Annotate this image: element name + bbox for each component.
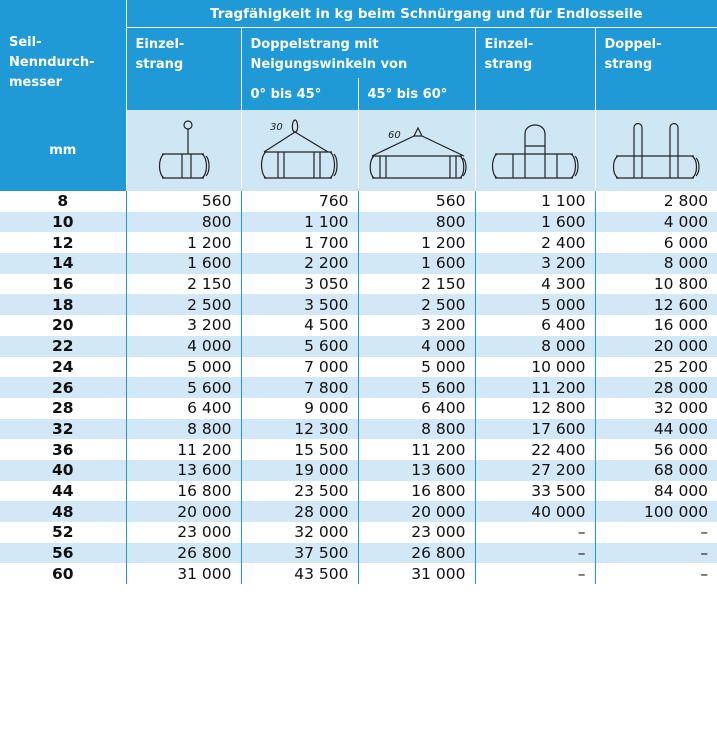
- capacity-cell: 8 000: [595, 253, 717, 274]
- capacity-cell: 17 600: [475, 419, 595, 440]
- capacity-cell: 4 300: [475, 274, 595, 295]
- capacity-cell: 37 500: [241, 543, 358, 564]
- capacity-cell: 12 800: [475, 398, 595, 419]
- table-body: [0, 191, 717, 584]
- einzelstrang-line1: Einzel-: [135, 37, 185, 52]
- capacity-cell: 4 500: [241, 315, 358, 336]
- table-row: [0, 253, 717, 274]
- icon-row: [0, 110, 717, 191]
- capacity-cell: –: [475, 543, 595, 564]
- capacity-cell: 6 400: [358, 398, 475, 419]
- capacity-cell: 800: [126, 212, 241, 233]
- table-row: [0, 377, 717, 398]
- capacity-cell: 1 200: [358, 232, 475, 253]
- doppelstrang-line1: Doppelstrang mit: [250, 37, 379, 52]
- capacity-cell: –: [595, 543, 717, 564]
- diameter-cell: 26: [0, 377, 126, 398]
- doppelstrang2-line1: Doppel-: [604, 37, 662, 52]
- capacity-cell: 2 200: [241, 253, 358, 274]
- table-row: [0, 315, 717, 336]
- capacity-cell: 9 000: [241, 398, 358, 419]
- capacity-cell: 26 800: [126, 543, 241, 564]
- capacity-cell: 23 500: [241, 481, 358, 502]
- capacity-cell: 10 000: [475, 357, 595, 378]
- capacity-cell: 4 000: [358, 336, 475, 357]
- capacity-cell: 68 000: [595, 460, 717, 481]
- doppelstrang-line2: Neigungswinkeln von: [250, 57, 408, 72]
- capacity-cell: 100 000: [595, 501, 717, 522]
- capacity-cell: 26 800: [358, 543, 475, 564]
- capacity-cell: 1 600: [475, 212, 595, 233]
- capacity-cell: 27 200: [475, 460, 595, 481]
- capacity-cell: 7 800: [241, 377, 358, 398]
- diameter-cell: 18: [0, 294, 126, 315]
- capacity-cell: 19 000: [241, 460, 358, 481]
- capacity-cell: –: [475, 522, 595, 543]
- table-row: [0, 398, 717, 419]
- capacity-cell: 16 000: [595, 315, 717, 336]
- table-row: [0, 274, 717, 295]
- capacity-cell: 40 000: [475, 501, 595, 522]
- table-header: [0, 0, 717, 110]
- capacity-cell: 12 300: [241, 419, 358, 440]
- capacity-cell: 32 000: [241, 522, 358, 543]
- table-row: [0, 191, 717, 212]
- capacity-cell: 23 000: [126, 522, 241, 543]
- capacity-cell: 3 200: [126, 315, 241, 336]
- capacity-cell: 11 200: [475, 377, 595, 398]
- table-row: [0, 232, 717, 253]
- diameter-cell: 44: [51, 481, 74, 500]
- capacity-cell: 2 150: [126, 274, 241, 295]
- capacity-cell: 33 500: [475, 481, 595, 502]
- capacity-cell: –: [595, 563, 717, 584]
- capacity-cell: 1 600: [126, 253, 241, 274]
- diameter-cell: 22: [0, 336, 126, 357]
- table-row: [0, 543, 717, 564]
- capacity-cell: 560: [126, 191, 241, 212]
- diameter-header-line2: Nenndurch-: [9, 55, 95, 70]
- diameter-cell: 32: [0, 419, 126, 440]
- choke-single-strand-icon: [475, 110, 595, 191]
- diameter-cell: 36: [51, 440, 74, 459]
- diameter-header-line3: messer: [9, 75, 63, 90]
- capacity-cell: 31 000: [126, 563, 241, 584]
- table-row: [0, 419, 717, 440]
- diameter-header: [0, 0, 126, 110]
- diameter-cell: 60: [51, 564, 74, 583]
- diameter-header-line1: Seil-: [9, 35, 42, 50]
- capacity-cell: 3 200: [358, 315, 475, 336]
- capacity-cell: 5 000: [358, 357, 475, 378]
- diameter-cell: 12: [51, 233, 74, 252]
- table-row: [0, 501, 717, 522]
- capacity-cell: 32 000: [595, 398, 717, 419]
- diameter-cell: 24: [51, 357, 74, 376]
- capacity-cell: 23 000: [358, 522, 475, 543]
- diameter-cell: 14: [0, 253, 126, 274]
- capacity-cell: 5 000: [475, 294, 595, 315]
- double-strand-endless-icon: [595, 110, 717, 191]
- doppelstrang-header: [241, 28, 475, 79]
- doppelstrang2-line2: strang: [604, 57, 653, 72]
- unit-mm: mm: [0, 110, 126, 191]
- capacity-cell: 760: [241, 191, 358, 212]
- diameter-cell: 28: [51, 399, 74, 418]
- capacity-cell: 3 050: [241, 274, 358, 295]
- capacity-cell: 16 800: [358, 481, 475, 502]
- capacity-cell: 13 600: [358, 460, 475, 481]
- capacity-cell: 5 000: [126, 357, 241, 378]
- capacity-cell: 20 000: [595, 336, 717, 357]
- capacity-cell: 1 200: [126, 232, 241, 253]
- capacity-cell: 2 150: [358, 274, 475, 295]
- capacity-cell: –: [475, 563, 595, 584]
- capacity-cell: 4 000: [126, 336, 241, 357]
- table-row: [0, 294, 717, 315]
- capacity-cell: 22 400: [475, 439, 595, 460]
- capacity-cell: 8 000: [475, 336, 595, 357]
- table-title: Tragfähigkeit in kg beim Schnürgang und für Endlosseile: [126, 0, 717, 28]
- einzelstrang2-header: [475, 28, 595, 111]
- capacity-cell: 1 100: [475, 191, 595, 212]
- capacity-cell: 3 500: [241, 294, 358, 315]
- icon-angle-label-b: 60: [388, 129, 401, 141]
- diameter-cell: 10: [0, 212, 126, 233]
- capacity-cell: 6 000: [595, 232, 717, 253]
- doppelstrang2-header: [595, 28, 717, 111]
- capacity-cell: 20 000: [126, 501, 241, 522]
- table-row: [0, 357, 717, 378]
- capacity-cell: 13 600: [126, 460, 241, 481]
- capacity-cell: 11 200: [358, 439, 475, 460]
- capacity-cell: 5 600: [358, 377, 475, 398]
- capacity-cell: 84 000: [595, 481, 717, 502]
- diameter-cell: 56: [0, 543, 126, 564]
- capacity-cell: 1 600: [358, 253, 475, 274]
- capacity-cell: 25 200: [595, 357, 717, 378]
- capacity-cell: 800: [358, 212, 475, 233]
- capacity-cell: 10 800: [595, 274, 717, 295]
- capacity-cell: 20 000: [358, 501, 475, 522]
- capacity-cell: 1 700: [241, 232, 358, 253]
- double-strand-45-60-icon: [358, 110, 475, 191]
- double-strand-0-45-icon: [241, 110, 358, 191]
- capacity-cell: 31 000: [358, 563, 475, 584]
- single-strand-sling-icon: [126, 110, 241, 191]
- capacity-cell: 16 800: [126, 481, 241, 502]
- capacity-cell: –: [595, 522, 717, 543]
- diameter-cell: 8: [57, 192, 69, 211]
- capacity-cell: 2 400: [475, 232, 595, 253]
- diameter-cell: 48: [0, 501, 126, 522]
- capacity-cell: 11 200: [126, 439, 241, 460]
- einzelstrang2-line1: Einzel-: [484, 37, 534, 52]
- einzelstrang-header: [126, 28, 241, 111]
- capacity-cell: 1 100: [241, 212, 358, 233]
- capacity-cell: 8 800: [358, 419, 475, 440]
- capacity-cell: 6 400: [475, 315, 595, 336]
- capacity-cell: 3 200: [475, 253, 595, 274]
- capacity-cell: 5 600: [126, 377, 241, 398]
- table-row: [0, 336, 717, 357]
- table-row: [0, 439, 717, 460]
- capacity-cell: 28 000: [595, 377, 717, 398]
- capacity-cell: 12 600: [595, 294, 717, 315]
- capacity-cell: 6 400: [126, 398, 241, 419]
- table-row: [0, 522, 717, 543]
- capacity-cell: 7 000: [241, 357, 358, 378]
- capacity-cell: 8 800: [126, 419, 241, 440]
- diameter-cell: 16: [51, 275, 74, 294]
- icon-angle-label-a: 30: [270, 121, 283, 133]
- angle-45-60-header: 45° bis 60°: [358, 78, 475, 110]
- capacity-cell: 2 800: [595, 191, 717, 212]
- capacity-cell: 560: [358, 191, 475, 212]
- table-row: [0, 481, 717, 502]
- capacity-cell: 2 500: [358, 294, 475, 315]
- table-row: [0, 460, 717, 481]
- capacity-cell: 43 500: [241, 563, 358, 584]
- angle-0-45-header: 0° bis 45°: [241, 78, 358, 110]
- diameter-cell: 20: [51, 316, 74, 335]
- capacity-cell: 28 000: [241, 501, 358, 522]
- table-row: [0, 563, 717, 584]
- capacity-cell: 44 000: [595, 419, 717, 440]
- capacity-cell: 56 000: [595, 439, 717, 460]
- diameter-cell: 40: [0, 460, 126, 481]
- capacity-cell: 15 500: [241, 439, 358, 460]
- capacity-cell: 4 000: [595, 212, 717, 233]
- einzelstrang2-line2: strang: [484, 57, 533, 72]
- table-row: [0, 212, 717, 233]
- einzelstrang-line2: strang: [135, 57, 184, 72]
- diameter-cell: 52: [51, 523, 74, 542]
- capacity-cell: 5 600: [241, 336, 358, 357]
- capacity-cell: 2 500: [126, 294, 241, 315]
